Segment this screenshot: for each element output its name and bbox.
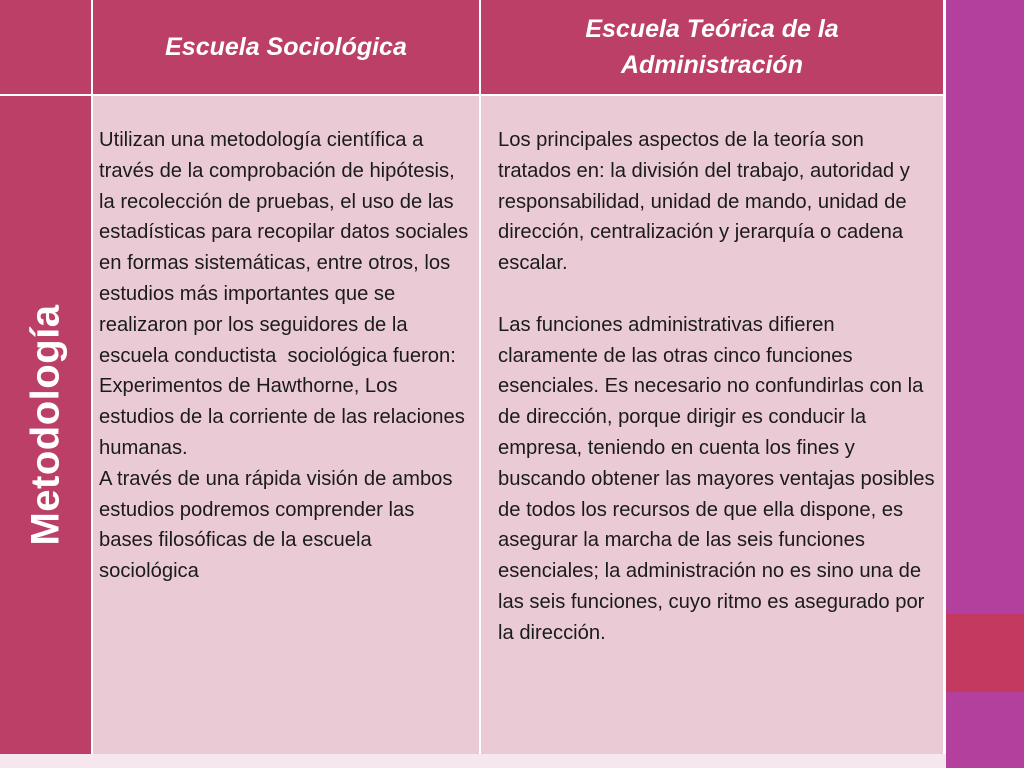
col1-paragraph-2: A través de una rápida visión de ambos estudios podremos comprender las bases filosóficas de la escuela sociológica	[99, 467, 459, 583]
bottom-strip	[0, 754, 946, 768]
header-escuela-sociologica	[93, 0, 479, 94]
col1-paragraph-1: Utilizan una metodología científica a través de la comprobación de hipótesis, la recolección de pruebas, el uso de las estadísticas para recopilar datos sociales en formas sistemáticas, entre otros, los estudios más importantes que se realizaron por los seguidores de la escuela conductista sociológica fueron: Experimentos de Hawthorne, Los estudios de la corriente de las relaciones humanas.	[99, 129, 474, 459]
paragraph-spacer	[498, 279, 939, 310]
col2-paragraph-1: Los principales aspectos de la teoría son tratados en: la división del trabajo, autoridad y responsabilidad, unidad de mando, unidad de dirección, centralización y jerarquía o cadena escalar.	[498, 129, 916, 275]
header-col1-label: Escuela Sociológica	[165, 33, 407, 61]
row-label-cell	[0, 96, 91, 754]
decorative-side-accent	[946, 614, 1024, 692]
header-col2-label	[585, 11, 838, 83]
header-col2-line1: Escuela Teórica de la	[585, 15, 839, 43]
header-escuela-teorica	[481, 0, 943, 94]
cell-sociologica-metodologia	[93, 96, 479, 754]
row-label-metodologia: Metodología	[23, 304, 67, 546]
col2-paragraph-2: Las funciones administrativas difieren claramente de las otras cinco funciones esenciales. Es necesario no confundirlas con la de dirección, porque dirigir es conducir la empresa, teniendo en cuenta los fines y buscando obtener las mayores ventajas posibles de todos los recursos de que ella dispone, es asegurar la marcha de las seis funciones esenciales; la administración no es sino una de las seis funciones, cuyo ritmo es asegurado por la dirección.	[498, 313, 941, 644]
table-corner-cell	[0, 0, 91, 94]
header-col2-line2: Administración	[621, 51, 803, 79]
cell-teorica-metodologia	[481, 96, 943, 754]
